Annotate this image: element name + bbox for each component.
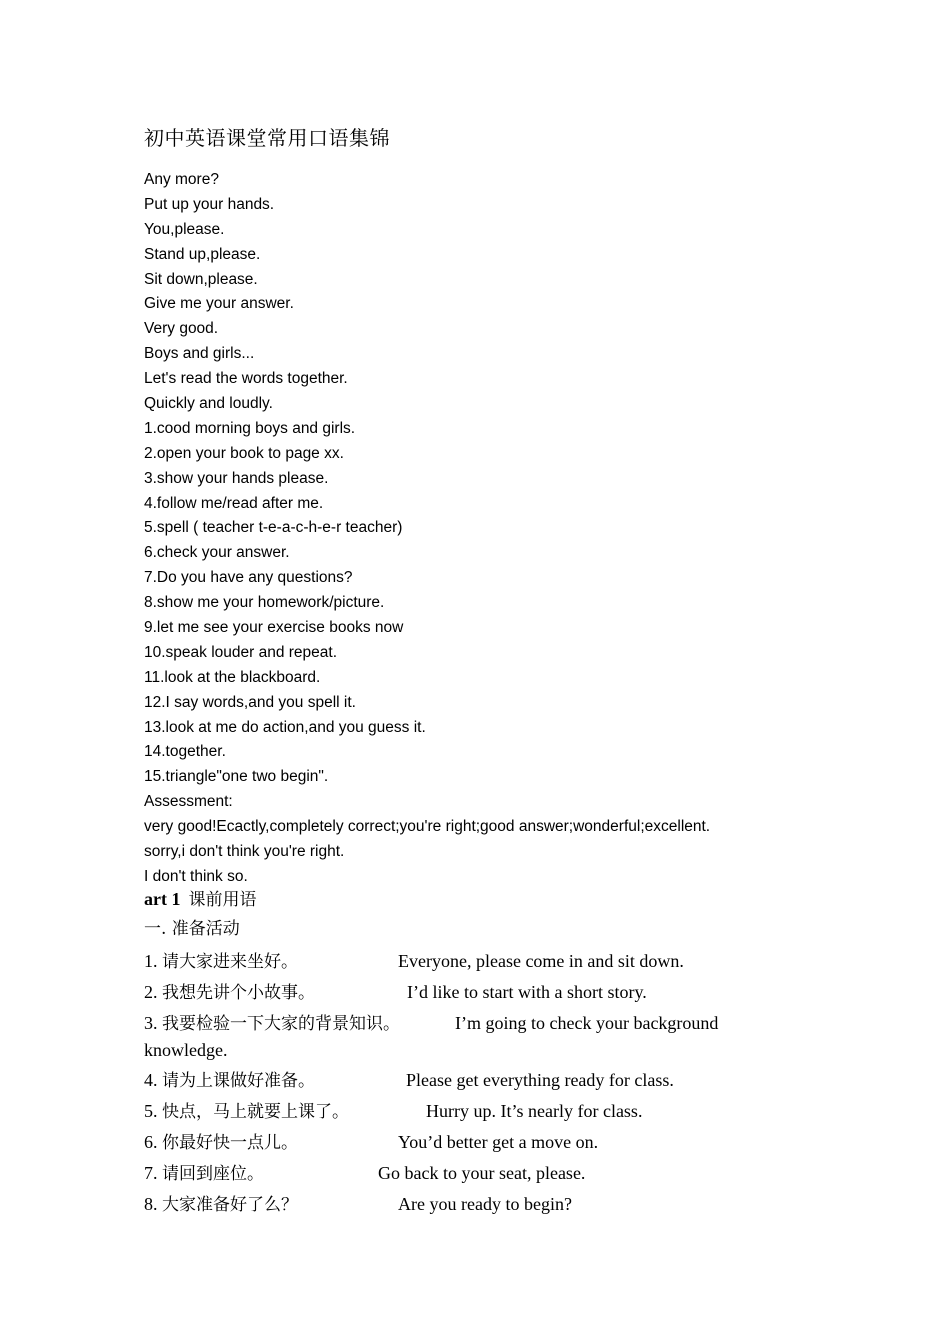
item-number: 3.	[144, 1013, 158, 1033]
list-item: 12.I say words,and you spell it.	[144, 693, 356, 711]
table-row	[144, 1129, 599, 1156]
item-english: I’m going to check your background	[455, 1013, 719, 1033]
list-item: Very good.	[144, 320, 219, 338]
list-item: Quickly and loudly.	[144, 395, 273, 413]
list-item: You,please.	[144, 220, 225, 238]
table-row	[144, 979, 647, 1006]
list-item: 13.look at me do action,and you guess it.	[144, 718, 426, 736]
item-english: Go back to your seat, please.	[378, 1163, 586, 1183]
list-item: 11.look at the blackboard.	[144, 668, 321, 686]
list-item: 14.together.	[144, 743, 226, 761]
list-item: 9.let me see your exercise books now	[144, 619, 404, 637]
section-heading: 一. 准备活动	[144, 919, 240, 939]
list-item: Let's read the words together.	[144, 370, 348, 388]
item-number: 6.	[144, 1132, 158, 1152]
phrase-list	[144, 168, 710, 890]
list-item: Put up your hands.	[144, 195, 275, 213]
list-item: Any more?	[144, 171, 219, 188]
item-chinese: 我要检验一下大家的背景知识。	[162, 1014, 400, 1034]
list-item: very good!Ecactly,completely correct;you're right;good answer;wonderful;excellent.	[144, 818, 711, 836]
item-chinese: 大家准备好了么？	[162, 1195, 298, 1215]
list-item: 1.cood morning boys and girls.	[144, 419, 356, 437]
list-item: 7.Do you have any questions?	[144, 569, 353, 587]
item-english-continued: knowledge.	[144, 1040, 228, 1060]
item-english: You’d better get a move on.	[398, 1132, 599, 1152]
item-chinese: 快点，马上就要上课了。	[162, 1102, 349, 1122]
item-english: Hurry up. It’s nearly for class.	[426, 1101, 643, 1121]
table-row	[144, 1160, 586, 1187]
item-chinese: 请回到座位。	[162, 1164, 264, 1184]
list-item: 4.follow me/read after me.	[144, 494, 324, 512]
item-number: 7.	[144, 1163, 158, 1183]
table-row	[144, 1010, 719, 1037]
list-item: Boys and girls...	[144, 345, 255, 363]
list-item: 15.triangle"one two begin".	[144, 768, 329, 786]
list-item: Stand up,please.	[144, 245, 261, 263]
page-title: 初中英语课堂常用口语集锦	[144, 126, 390, 150]
item-chinese: 你最好快一点儿。	[162, 1133, 298, 1153]
list-item: 6.check your answer.	[144, 544, 290, 562]
item-number: 5.	[144, 1101, 158, 1121]
item-english: Everyone, please come in and sit down.	[398, 951, 684, 971]
table-row	[144, 1191, 572, 1218]
item-english: Are you ready to begin?	[398, 1194, 572, 1214]
list-item: Give me your answer.	[144, 295, 294, 313]
table-row	[144, 1067, 674, 1094]
list-item: sorry,i don't think you're right.	[144, 843, 345, 861]
list-item: 10.speak louder and repeat.	[144, 643, 338, 661]
list-item: 8.show me your homework/picture.	[144, 594, 385, 612]
item-chinese: 我想先讲个小故事。	[162, 983, 315, 1003]
item-english: I’d like to start with a short story.	[407, 982, 647, 1002]
table-row	[144, 948, 684, 975]
list-item: 5.spell ( teacher t-e-a-c-h-e-r teacher)	[144, 519, 403, 537]
item-number: 8.	[144, 1194, 158, 1214]
assessment-label: Assessment:	[144, 793, 233, 811]
item-number: 4.	[144, 1070, 158, 1090]
part-label: art 1	[144, 889, 181, 909]
item-number: 1.	[144, 951, 158, 971]
list-item: I don't think so.	[144, 867, 248, 885]
table-row	[144, 1098, 643, 1125]
list-item: Sit down,please.	[144, 270, 258, 288]
item-chinese: 请为上课做好准备。	[162, 1071, 315, 1091]
part-title: 课前用语	[188, 890, 257, 910]
item-number: 2.	[144, 982, 158, 1002]
item-chinese: 请大家进来坐好。	[162, 952, 298, 972]
list-item: 2.open your book to page xx.	[144, 444, 344, 462]
list-item: 3.show your hands please.	[144, 469, 329, 487]
part-heading	[144, 886, 256, 913]
item-english: Please get everything ready for class.	[406, 1070, 674, 1090]
